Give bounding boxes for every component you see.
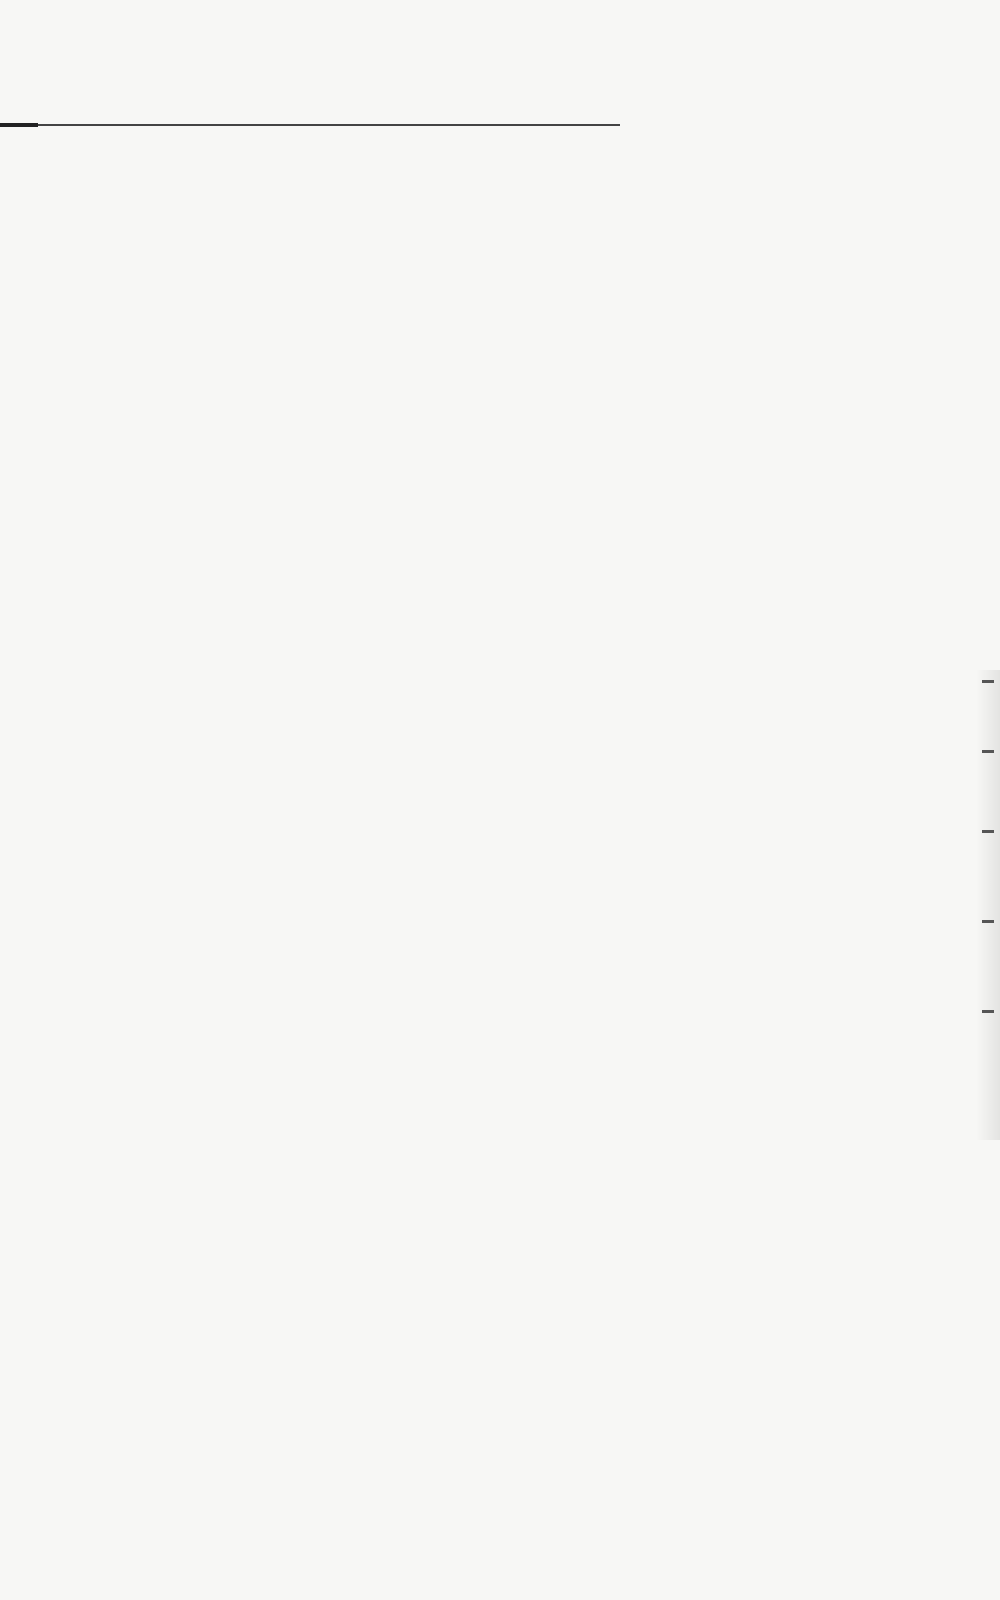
- edge-mark: [982, 750, 994, 753]
- edge-mark: [982, 1010, 994, 1013]
- page-title: [4, 214, 834, 254]
- section-heading-choice: [4, 254, 834, 286]
- edge-mark: [982, 830, 994, 833]
- header-rule: [0, 124, 620, 126]
- answer-content: [4, 214, 834, 317]
- edge-mark: [982, 680, 994, 683]
- edge-mark: [982, 920, 994, 923]
- section-heading-nonchoice: [4, 286, 834, 318]
- binding-edge-shadow: [976, 670, 1000, 1140]
